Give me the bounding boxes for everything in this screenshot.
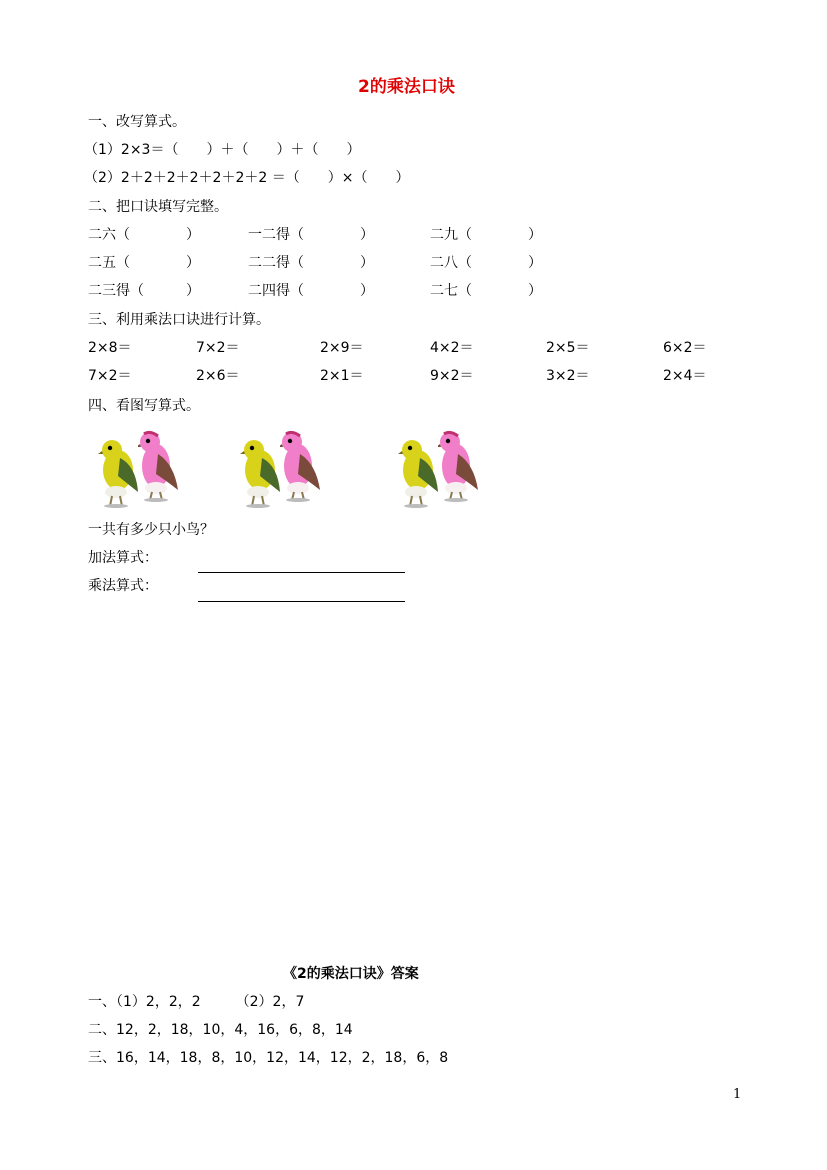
calc-item: 2×4＝	[663, 368, 707, 384]
section-1-question-2: （2）2＋2＋2＋2＋2＋2＋2 ＝（ ）×（ ）	[84, 170, 410, 186]
yellow-bird-icon	[398, 436, 440, 508]
mnemonic-cell: 二九（ ）	[430, 227, 542, 243]
answer-line-3: 三、16，14，18，8，10，12，14，12，2，18，6，8	[88, 1050, 449, 1066]
mnemonic-cell: 二五（ ）	[88, 255, 200, 271]
mnemonic-cell: 二二得（ ）	[248, 255, 374, 271]
calc-item: 2×5＝	[546, 340, 590, 356]
multiplication-label: 乘法算式：	[88, 578, 158, 594]
yellow-bird-icon	[98, 436, 140, 508]
bird-count-question: 一共有多少只小鸟？	[88, 522, 214, 538]
page-title: 2的乘法口诀	[358, 77, 455, 97]
answers-title: 《2的乘法口诀》答案	[283, 966, 419, 982]
answer-line-1: 一、（1）2，2，2 （2）2，7	[88, 994, 305, 1010]
calc-item: 9×2＝	[430, 368, 474, 384]
calc-item: 6×2＝	[663, 340, 707, 356]
section-1-heading: 一、改写算式。	[88, 114, 186, 130]
calc-item: 2×1＝	[320, 368, 364, 384]
mnemonic-cell: 二七（ ）	[430, 283, 542, 299]
addition-answer-line	[198, 572, 405, 573]
calc-item: 2×9＝	[320, 340, 364, 356]
mnemonic-cell: 二三得（ ）	[88, 283, 200, 299]
calc-item: 4×2＝	[430, 340, 474, 356]
calc-item: 2×6＝	[196, 368, 240, 384]
mnemonic-cell: 二八（ ）	[430, 255, 542, 271]
pink-bird-icon	[438, 430, 480, 502]
mnemonic-cell: 二四得（ ）	[248, 283, 374, 299]
pink-bird-icon	[138, 430, 180, 502]
page-number: 1	[733, 1087, 742, 1102]
yellow-bird-icon	[240, 436, 282, 508]
multiplication-answer-line	[198, 601, 405, 602]
pink-bird-icon	[280, 430, 322, 502]
section-4-heading: 四、看图写算式。	[88, 398, 200, 414]
calc-item: 2×8＝	[88, 340, 132, 356]
section-3-heading: 三、利用乘法口诀进行计算。	[88, 312, 270, 328]
section-2-heading: 二、把口诀填写完整。	[88, 199, 228, 215]
calc-item: 7×2＝	[196, 340, 240, 356]
calc-item: 7×2＝	[88, 368, 132, 384]
mnemonic-cell: 一二得（ ）	[248, 227, 374, 243]
mnemonic-cell: 二六（ ）	[88, 227, 200, 243]
answer-line-2: 二、12，2，18，10，4，16，6，8，14	[88, 1022, 353, 1038]
section-1-question-1: （1）2×3＝（ ）＋（ ）＋（ ）	[84, 142, 361, 158]
addition-label: 加法算式：	[88, 550, 158, 566]
calc-item: 3×2＝	[546, 368, 590, 384]
